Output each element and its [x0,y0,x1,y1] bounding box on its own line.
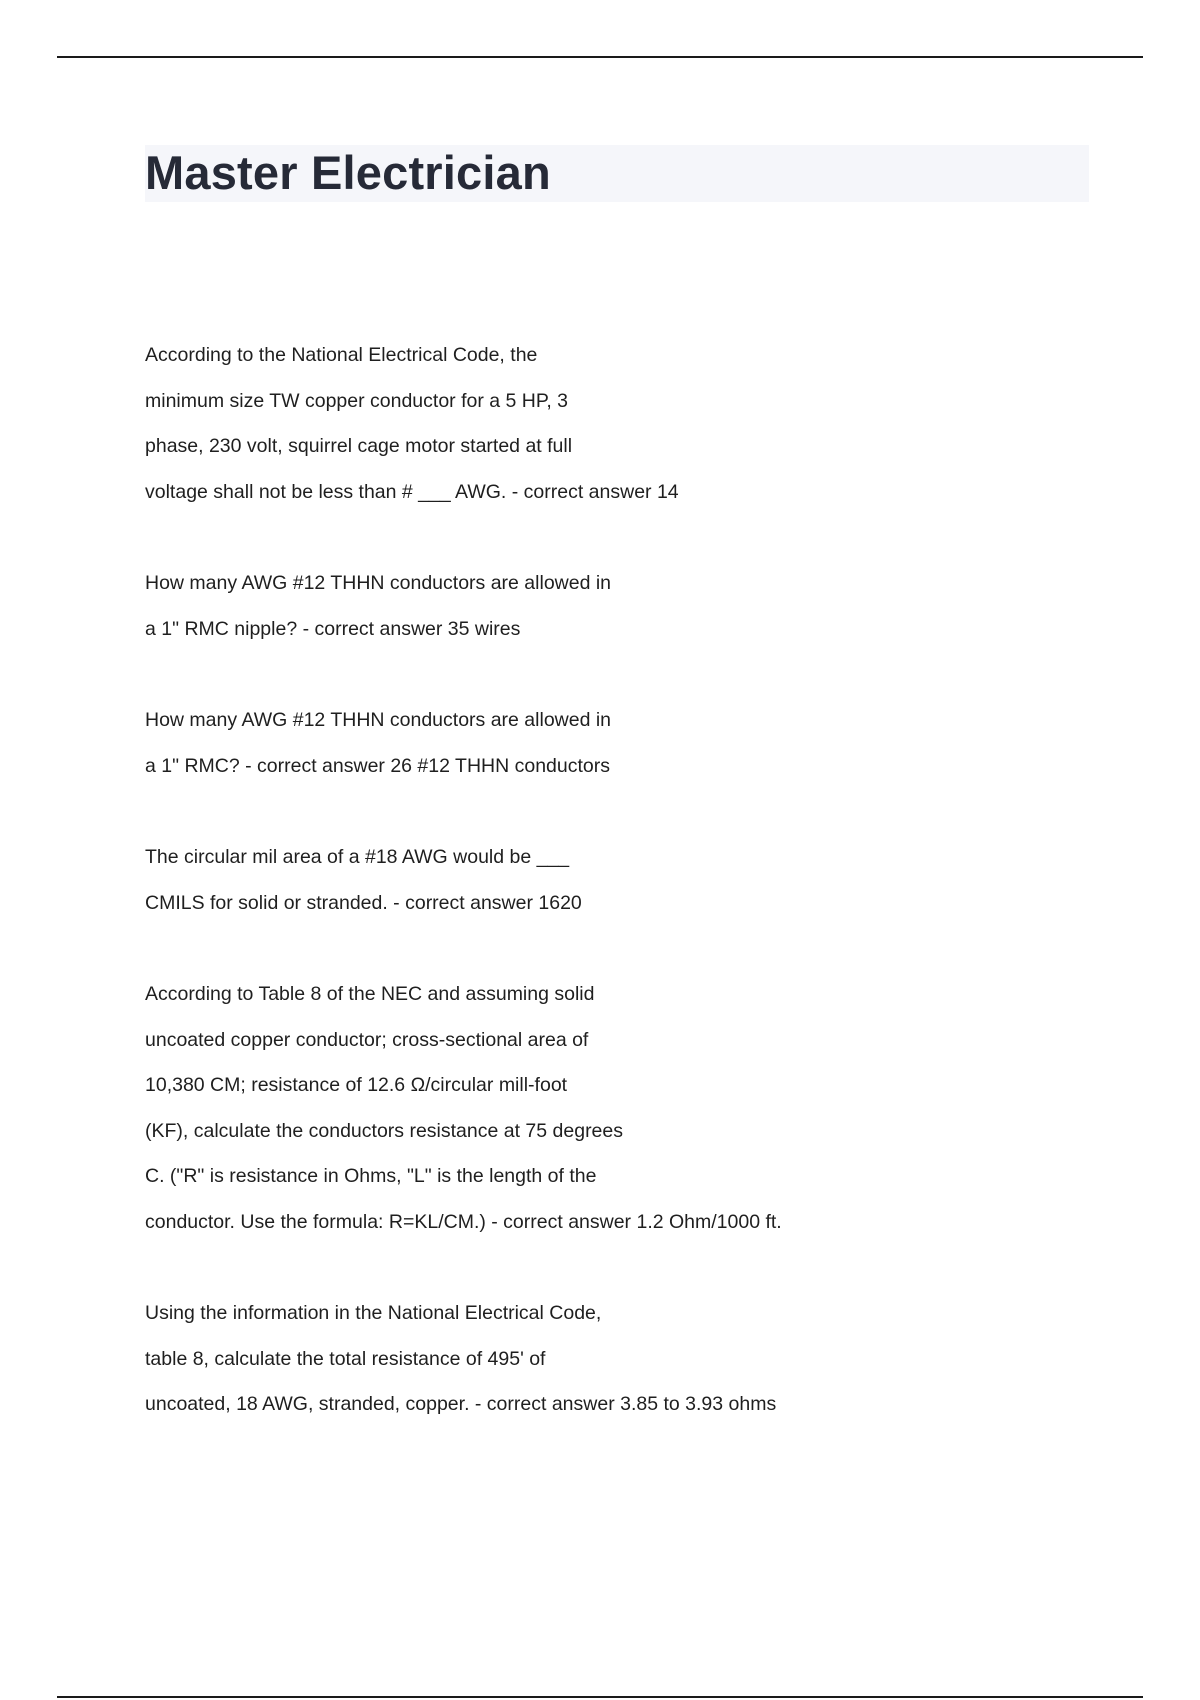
qa-text-line: C. ("R" is resistance in Ohms, "L" is the length of the [145,1165,597,1187]
qa-text-line: Using the information in the National Electrical Code, [145,1302,602,1324]
qa-text-line: (KF), calculate the conductors resistance at 75 degrees [145,1119,623,1142]
qa-text-line: How many AWG #12 THHN conductors are allowed in [145,572,612,594]
page-title: Master Electrician [145,146,551,199]
qa-text-line: conductor. Use the formula: R=KL/CM.) - correct answer 1.2 Ohm/1000 ft. [145,1210,782,1233]
qa-item [145,972,1045,1245]
qa-text-line: How many AWG #12 THHN conductors are allowed in [145,709,612,731]
qa-text-line: According to the National Electrical Code, the [145,344,538,366]
qa-text-line: phase, 230 volt, squirrel cage motor started at full [145,435,573,457]
qa-item [145,333,1045,515]
qa-item [145,1291,1045,1428]
qa-item [145,835,1045,926]
qa-list [145,333,1045,1474]
qa-text-line: minimum size TW copper conductor for a 5 HP, 3 [145,389,569,412]
qa-text-line: a 1" RMC nipple? - correct answer 35 wires [145,617,521,640]
qa-text-line: 10,380 CM; resistance of 12.6 Ω/circular mill-foot [145,1074,568,1096]
qa-item [145,698,1045,789]
qa-text-line: uncoated copper conductor; cross-sectional area of [145,1028,589,1051]
qa-text-line: According to Table 8 of the NEC and assuming solid [145,983,595,1005]
qa-text-line: voltage shall not be less than # ___ AWG. - correct answer 14 [145,480,679,503]
qa-text-line: a 1" RMC? - correct answer 26 #12 THHN conductors [145,754,610,777]
qa-text-line: uncoated, 18 AWG, stranded, copper. - correct answer 3.85 to 3.93 ohms [145,1393,777,1415]
qa-text-line: table 8, calculate the total resistance of 495' of [145,1347,546,1370]
qa-item [145,561,1045,652]
qa-text-line: The circular mil area of a #18 AWG would be ___ [145,846,570,868]
top-rule [57,56,1143,58]
qa-text-line: CMILS for solid or stranded. - correct answer 1620 [145,891,582,914]
bottom-rule [57,1696,1143,1698]
